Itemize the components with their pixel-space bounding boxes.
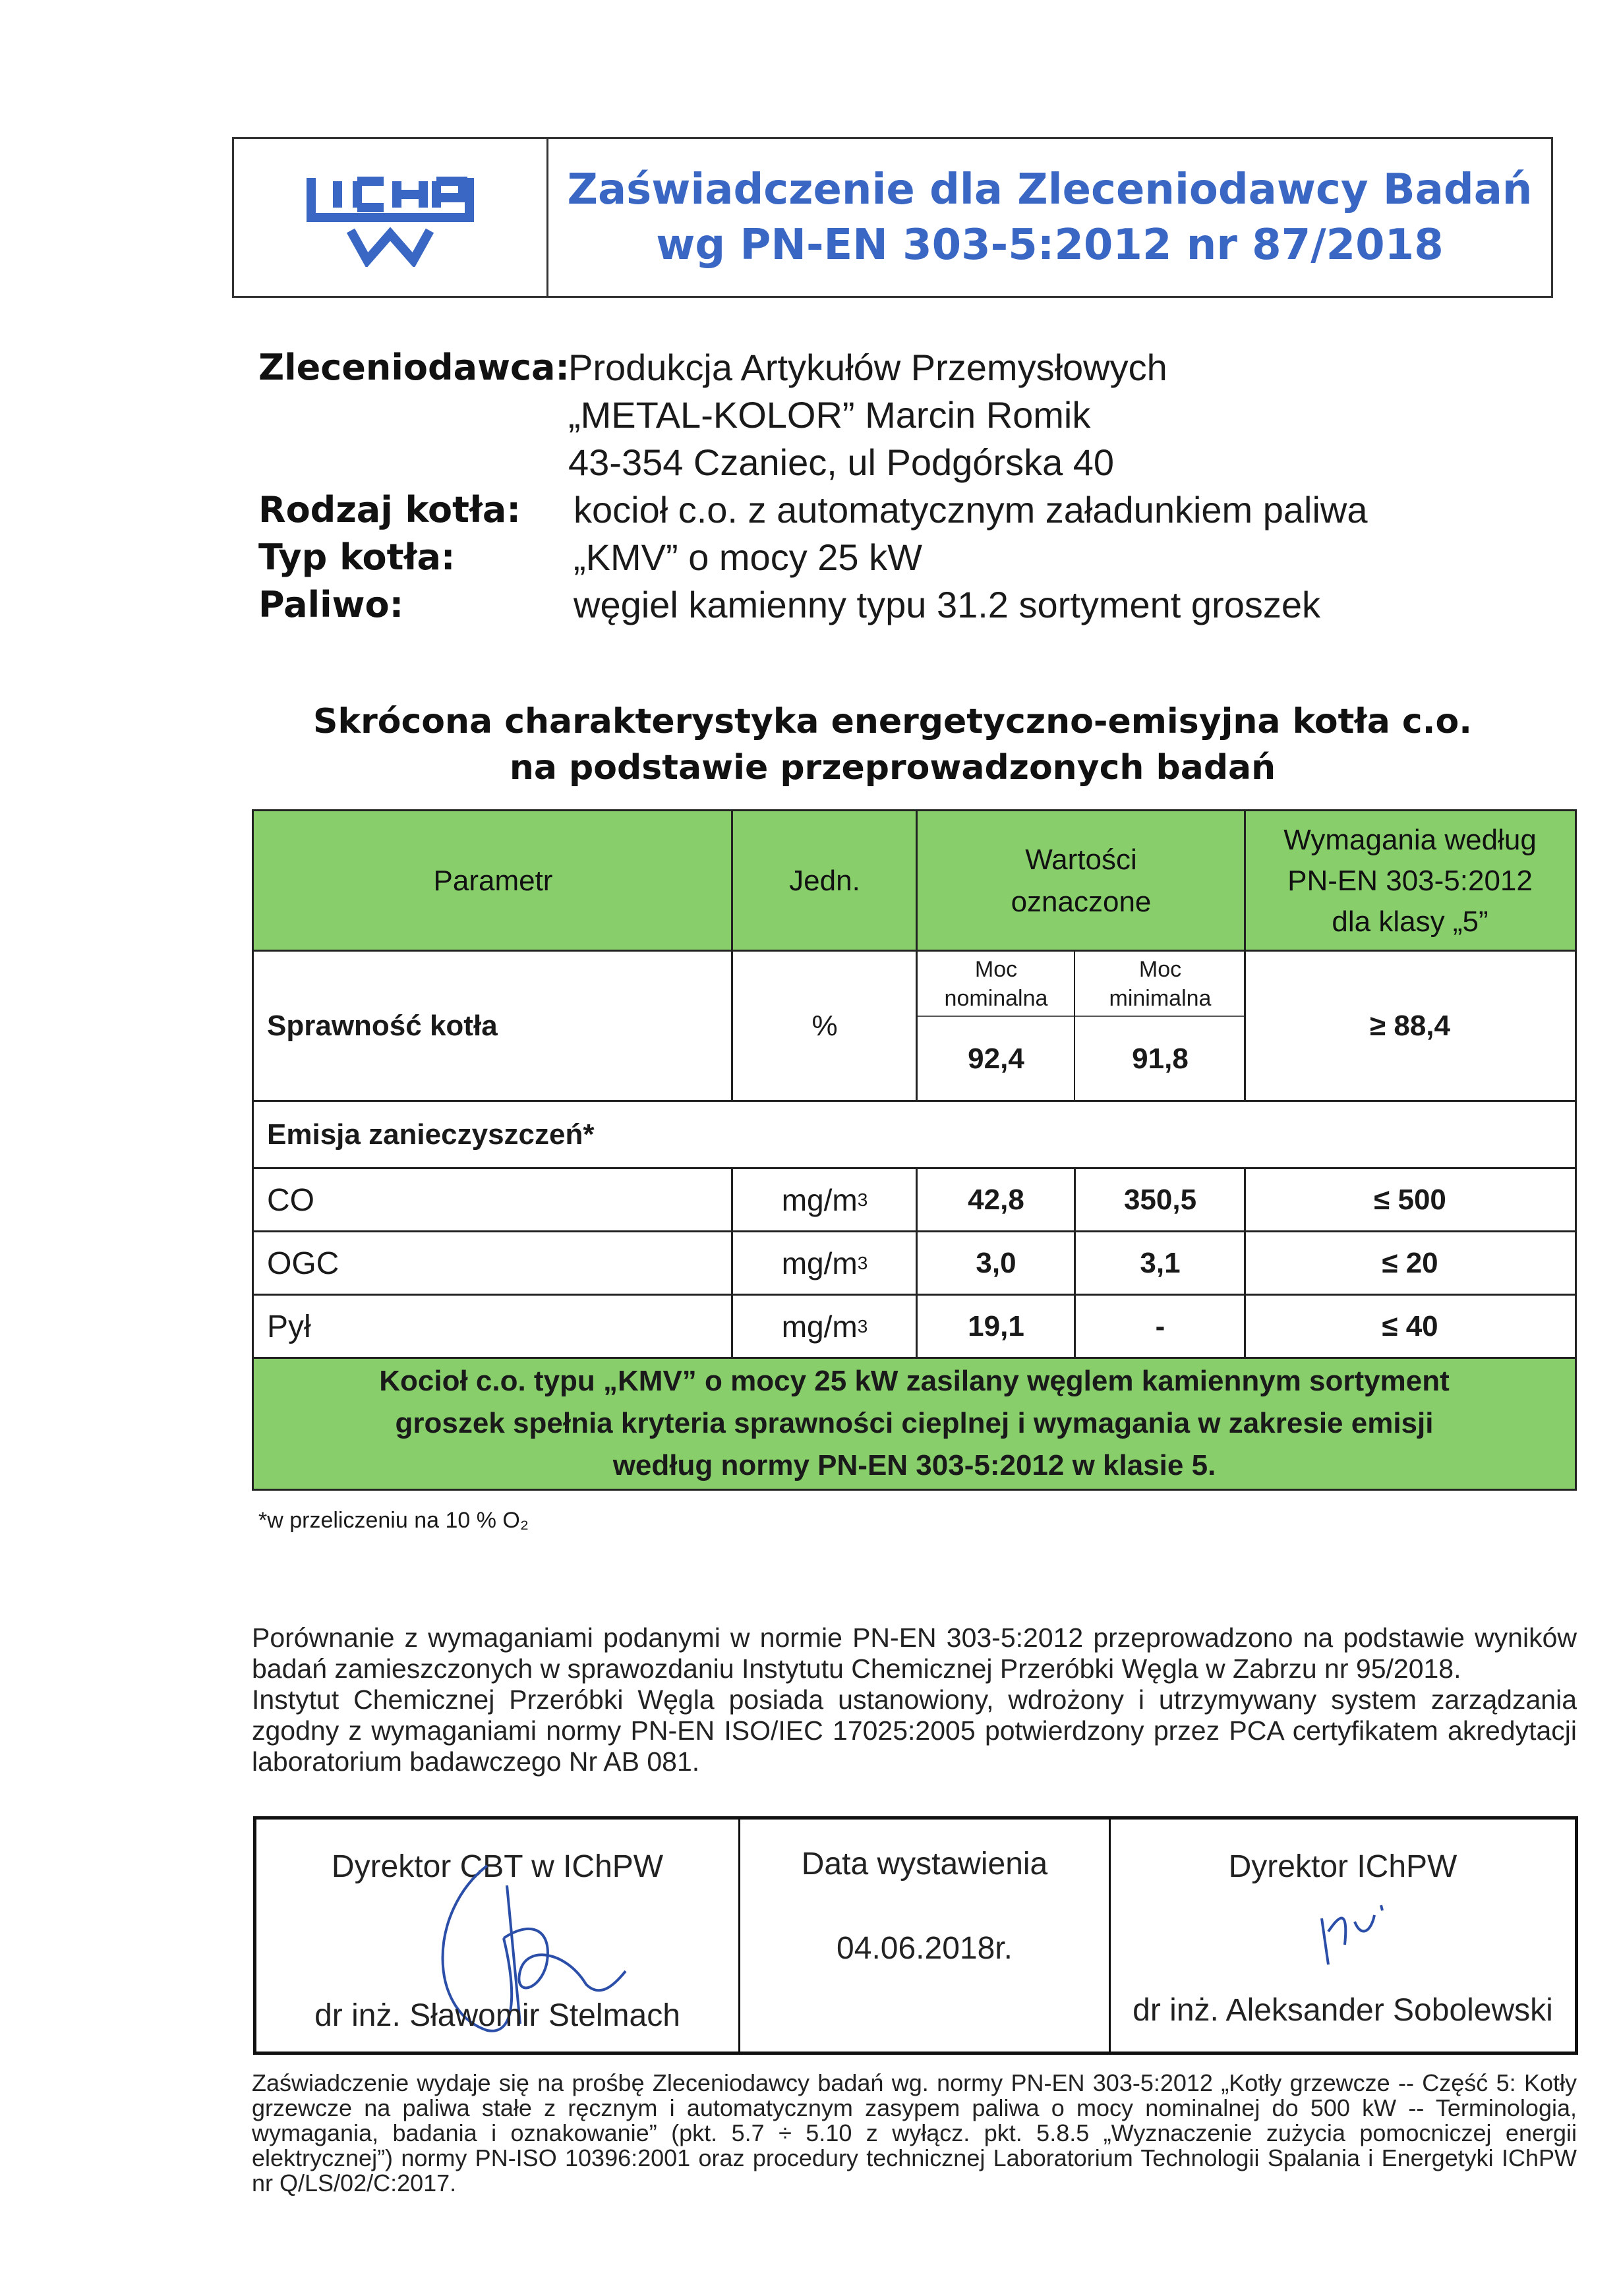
boiler-type-row bbox=[258, 534, 1368, 581]
boiler-kind-label: Rodzaj kotła: bbox=[258, 489, 521, 531]
grid-line bbox=[731, 1167, 733, 1358]
row-ogc-nominal: 3,0 bbox=[976, 1247, 1016, 1279]
client-info bbox=[258, 344, 1368, 629]
grid-line bbox=[254, 1294, 1575, 1296]
grid-line bbox=[1074, 1167, 1076, 1358]
row-dust-unit: mg/m 3 bbox=[781, 1309, 868, 1344]
signature-box bbox=[253, 1816, 1578, 2055]
table-heading bbox=[232, 699, 1553, 791]
header-values-line-2: oznaczone bbox=[1011, 886, 1152, 918]
issue-date: 04.06.2018r. bbox=[837, 1931, 1013, 1966]
unit-text: mg/m bbox=[781, 1246, 858, 1280]
paragraph-part-2: Instytut Chemicznej Przeróbki Węgla posiada ustanowiony, wdrożony i utrzymywany system zarządzania zgodny z wymaganiami normy PN-EN ISO/IEC 17025:2005 potwierdzony przez PCA certyfikatem akredytacji laboratorium badawczego Nr AB 081. bbox=[252, 1684, 1577, 1777]
client-line-2: „METAL-KOLOR” Marcin Romik bbox=[568, 394, 1091, 436]
table-heading-line-1: Skrócona charakterystyka energetyczno-emisyjna kotła c.o. bbox=[313, 702, 1472, 741]
boiler-kind-value: kocioł c.o. z automatycznym załadunkiem paliwa bbox=[574, 489, 1368, 531]
grid-line bbox=[1074, 951, 1075, 1100]
header-parameter: Parametr bbox=[254, 811, 732, 951]
row-ogc-minimal: 3,1 bbox=[1140, 1247, 1181, 1279]
right-title: Dyrektor IChPW bbox=[1228, 1849, 1457, 1884]
issue-date-label: Data wystawienia bbox=[801, 1847, 1048, 1881]
header-unit: Jedn. bbox=[732, 811, 917, 951]
efficiency-unit: % bbox=[811, 1010, 838, 1042]
bottom-note: Zaświadczenie wydaje się na prośbę Zleceniodawcy badań wg. normy PN-EN 303-5:2012 „Kotły grzewcze -- Część 5: Kotły grzewcze na paliwa stałe z ręcznym i automatycznym zasypem paliwa o mocy nominalnej do 500 kW -- Terminologia, wymagania, badania i oznakowanie” (pkt. 5.7 ÷ 5.10 z wyłącz. pkt. 5.8.5 „Wyznaczenie zużycia pomocniczej energii elektrycznej”) normy PN-ISO 10396:2001 oraz procedury technicznej Laboratorium Technologii Spalania i Energetyki IChPW nr Q/LS/02/C:2017. bbox=[252, 2069, 1577, 2196]
row-dust-label: Pył bbox=[267, 1309, 311, 1344]
characteristics-table bbox=[252, 809, 1577, 1491]
title-cell bbox=[548, 139, 1551, 296]
efficiency-nominal: 92,4 bbox=[968, 1043, 1024, 1075]
director-signature-icon bbox=[1309, 1892, 1401, 1971]
efficiency-minimal: 91,8 bbox=[1132, 1043, 1189, 1075]
fuel-label: Paliwo: bbox=[258, 584, 404, 625]
subheader-minimal bbox=[1075, 951, 1245, 1017]
grid-line bbox=[254, 950, 1575, 952]
unit-text: mg/m bbox=[781, 1309, 858, 1344]
emission-label: Emisja zanieczyszczeń* bbox=[267, 1118, 595, 1151]
signature-middle bbox=[740, 1820, 1111, 2052]
left-name: dr inż. Sławomir Stelmach bbox=[314, 1998, 680, 2033]
conclusion-line-1: Kocioł c.o. typu „KMV” o mocy 25 kW zasilany węglem kamiennym sortyment bbox=[379, 1365, 1450, 1397]
grid-line bbox=[254, 1230, 1575, 1232]
title-line-2: wg PN-EN 303-5:2012 nr 87/2018 bbox=[656, 221, 1444, 270]
grid-line bbox=[254, 1100, 1575, 1102]
grid-line bbox=[254, 1357, 1575, 1359]
subheader-nominal-line-2: nominalna bbox=[944, 986, 1048, 1011]
row-co-minimal: 350,5 bbox=[1123, 1184, 1197, 1216]
ichpw-logo bbox=[298, 168, 483, 267]
subheader-nominal-line-1: Moc bbox=[974, 957, 1018, 982]
boiler-kind-row bbox=[258, 486, 1368, 534]
grid-line bbox=[254, 1167, 1575, 1169]
boiler-type-value: „KMV” o mocy 25 kW bbox=[574, 536, 922, 578]
client-line-1: Produkcja Artykułów Przemysłowych bbox=[568, 347, 1167, 388]
grid-line bbox=[1244, 1167, 1246, 1358]
subheader-nominal bbox=[917, 951, 1075, 1017]
header-req-line-3: dla klasy „5” bbox=[1332, 905, 1488, 938]
comparison-paragraph bbox=[252, 1622, 1577, 1777]
row-ogc-label: OGC bbox=[267, 1246, 339, 1281]
client-line-3: 43-354 Czaniec, ul Podgórska 40 bbox=[568, 442, 1115, 483]
row-dust-nominal: 19,1 bbox=[968, 1310, 1024, 1342]
unit-text: mg/m bbox=[781, 1183, 858, 1217]
conclusion bbox=[254, 1358, 1575, 1489]
efficiency-label: Sprawność kotła bbox=[267, 1010, 498, 1042]
header-req-line-2: PN-EN 303-5:2012 bbox=[1287, 865, 1533, 897]
logo-cell bbox=[234, 139, 548, 296]
footnote: *w przeliczeniu na 10 % O₂ bbox=[258, 1508, 529, 1533]
grid-line bbox=[1244, 811, 1246, 1100]
table-heading-line-2: na podstawie przeprowadzonych badań bbox=[509, 748, 1276, 788]
row-ogc-requirement: ≤ 20 bbox=[1382, 1247, 1438, 1279]
conclusion-line-3: według normy PN-EN 303-5:2012 w klasie 5. bbox=[612, 1449, 1216, 1481]
row-dust-minimal: - bbox=[1155, 1310, 1165, 1342]
grid-line bbox=[916, 811, 918, 1100]
left-title: Dyrektor CBT w IChPW bbox=[331, 1849, 664, 1884]
client-row bbox=[258, 344, 1368, 391]
row-co-label: CO bbox=[267, 1182, 314, 1218]
header-values-line-1: Wartości bbox=[1025, 844, 1137, 876]
row-co-unit: mg/m 3 bbox=[781, 1183, 868, 1217]
signature-left bbox=[256, 1820, 740, 2052]
boiler-type-label: Typ kotła: bbox=[258, 536, 456, 578]
header-values bbox=[917, 811, 1245, 951]
row-co-requirement: ≤ 500 bbox=[1374, 1184, 1446, 1216]
document-header bbox=[232, 137, 1553, 298]
fuel-value: węgiel kamienny typu 31.2 sortyment groszek bbox=[574, 584, 1320, 625]
row-ogc-unit: mg/m 3 bbox=[781, 1246, 868, 1280]
conclusion-line-2: groszek spełnia kryteria sprawności cieplnej i wymagania w zakresie emisji bbox=[395, 1407, 1434, 1439]
grid-line bbox=[731, 811, 733, 1100]
title-line-1: Zaświadczenie dla Zleceniodawcy Badań bbox=[567, 165, 1533, 214]
fuel-row bbox=[258, 581, 1368, 629]
grid-line bbox=[917, 1016, 1245, 1017]
signature-right bbox=[1111, 1820, 1575, 2052]
paragraph-part-1: Porównanie z wymaganiami podanymi w normie PN-EN 303-5:2012 przeprowadzono na podstawie wyników badań zamieszczonych w sprawozdaniu Instytutu Chemicznej Przeróbki Węgla w Zabrzu nr 95/2018. bbox=[252, 1622, 1577, 1684]
row-dust-requirement: ≤ 40 bbox=[1382, 1310, 1438, 1342]
row-co-nominal: 42,8 bbox=[968, 1184, 1024, 1216]
subheader-minimal-line-1: Moc bbox=[1138, 957, 1182, 982]
right-name: dr inż. Aleksander Sobolewski bbox=[1133, 1993, 1553, 2028]
client-label: Zleceniodawca: bbox=[258, 347, 570, 388]
header-requirements bbox=[1245, 811, 1575, 951]
grid-line bbox=[916, 1167, 918, 1358]
efficiency-requirement: ≥ 88,4 bbox=[1369, 1010, 1450, 1042]
header-req-line-1: Wymagania według bbox=[1283, 824, 1537, 856]
subheader-minimal-line-2: minimalna bbox=[1109, 986, 1212, 1011]
